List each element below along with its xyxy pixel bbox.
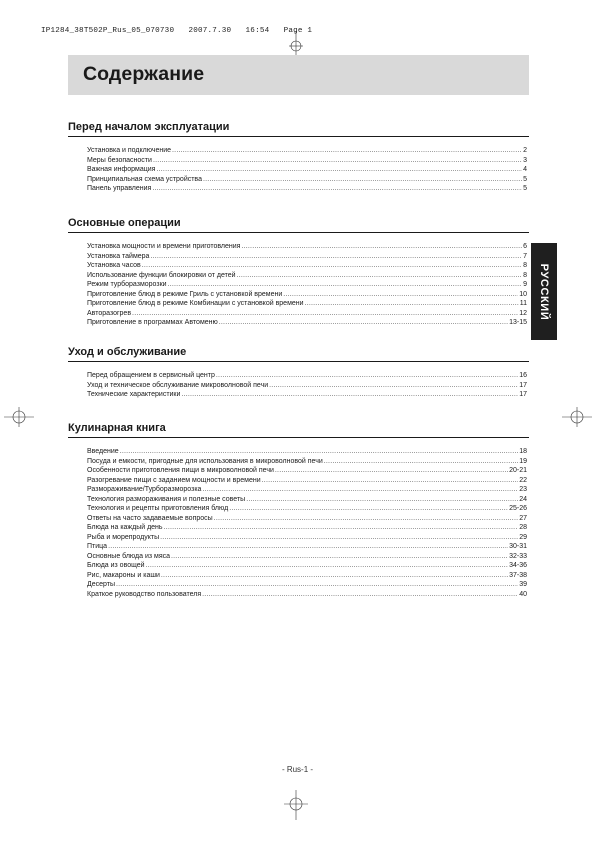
toc-item[interactable]: Использование функции блокировки от детей ..... 8 bbox=[87, 271, 527, 281]
page-number: - Rus-1 - bbox=[281, 765, 314, 774]
toc-item[interactable]: Ответы на часто задаваемые вопросы ..... 27 bbox=[87, 514, 527, 524]
toc-item[interactable]: Приготовление блюд в режиме Комбинации с установкой времени ..... 11 bbox=[87, 299, 527, 309]
toc-item[interactable]: Важная информация ..... 4 bbox=[87, 165, 527, 175]
toc-item[interactable]: Краткое руководство пользователя ..... 40 bbox=[87, 590, 527, 600]
toc-item[interactable]: Технические характеристики ..... 17 bbox=[87, 390, 527, 400]
toc-item[interactable]: Технология размораживания и полезные советы ..... 24 bbox=[87, 495, 527, 505]
toc-item[interactable]: Рыба и морепродукты ..... 29 bbox=[87, 533, 527, 543]
registration-mark-right-icon bbox=[562, 407, 592, 427]
section-heading: Основные операции bbox=[68, 217, 529, 233]
toc-list bbox=[87, 447, 527, 599]
toc-list bbox=[87, 371, 527, 400]
toc-item[interactable]: Введение ..... 18 bbox=[87, 447, 527, 457]
toc-item[interactable]: Особенности приготовления пищи в микроволновой печи ..... 20-21 bbox=[87, 466, 527, 476]
language-tab-label: РУССКИЙ bbox=[538, 263, 550, 320]
toc-item[interactable]: Уход и техническое обслуживание микроволновой печи ..... 17 bbox=[87, 381, 527, 391]
toc-item[interactable]: Установка мощности и времени приготовления ..... 6 bbox=[87, 242, 527, 252]
toc-item[interactable]: Технология и рецепты приготовления блюд ..... 25-26 bbox=[87, 504, 527, 514]
page-title: Содержание bbox=[83, 63, 205, 85]
section-care-maintenance bbox=[68, 346, 529, 398]
toc-list bbox=[87, 242, 527, 328]
toc-item[interactable]: Авторазогрев ..... 12 bbox=[87, 309, 527, 319]
toc-item[interactable]: Панель управления ..... 5 bbox=[87, 184, 527, 194]
toc-list bbox=[87, 146, 527, 194]
language-tab bbox=[531, 243, 557, 340]
toc-item[interactable]: Приготовление в программах Автоменю ..... 13-15 bbox=[87, 318, 527, 328]
toc-item[interactable]: Посуда и емкости, пригодные для использования в микроволновой печи ..... 19 bbox=[87, 457, 527, 467]
registration-mark-bottom-icon bbox=[284, 790, 308, 820]
toc-item[interactable]: Приготовление блюд в режиме Гриль с установкой времени ..... 10 bbox=[87, 290, 527, 300]
section-heading: Уход и обслуживание bbox=[68, 346, 529, 362]
toc-item[interactable]: Режим турборазморозки ..... 9 bbox=[87, 280, 527, 290]
toc-item[interactable]: Перед обращением в сервисный центр ..... 16 bbox=[87, 371, 527, 381]
title-band bbox=[68, 55, 529, 95]
print-slug-header: IP1284_38T502P_Rus_05_070730 2007.7.30 16:54 Page 1 bbox=[41, 27, 313, 35]
section-cookbook bbox=[68, 422, 529, 598]
toc-item[interactable]: Рис, макароны и каши ..... 37-38 bbox=[87, 571, 527, 581]
section-heading: Перед началом эксплуатации bbox=[68, 121, 529, 137]
toc-item[interactable]: Размораживание/Турборазморозка ..... 23 bbox=[87, 485, 527, 495]
section-basic-operations bbox=[68, 217, 529, 326]
toc-item[interactable]: Основные блюда из мяса ..... 32-33 bbox=[87, 552, 527, 562]
toc-item[interactable]: Блюда на каждый день ..... 28 bbox=[87, 523, 527, 533]
toc-item[interactable]: Установка таймера ..... 7 bbox=[87, 252, 527, 262]
toc-item[interactable]: Разогревание пищи с заданием мощности и времени ..... 22 bbox=[87, 476, 527, 486]
section-heading: Кулинарная книга bbox=[68, 422, 529, 438]
toc-item[interactable]: Установка и подключение ..... 2 bbox=[87, 146, 527, 156]
toc-item[interactable]: Принципиальная схема устройства ..... 5 bbox=[87, 175, 527, 185]
toc-item[interactable]: Установка часов ..... 8 bbox=[87, 261, 527, 271]
toc-item[interactable]: Птица ..... 30-31 bbox=[87, 542, 527, 552]
section-before-use bbox=[68, 121, 529, 192]
toc-item[interactable]: Десерты ..... 39 bbox=[87, 580, 527, 590]
toc-item[interactable]: Меры безопасности ..... 3 bbox=[87, 156, 527, 166]
registration-mark-left-icon bbox=[4, 407, 34, 427]
toc-item[interactable]: Блюда из овощей ..... 34-36 bbox=[87, 561, 527, 571]
